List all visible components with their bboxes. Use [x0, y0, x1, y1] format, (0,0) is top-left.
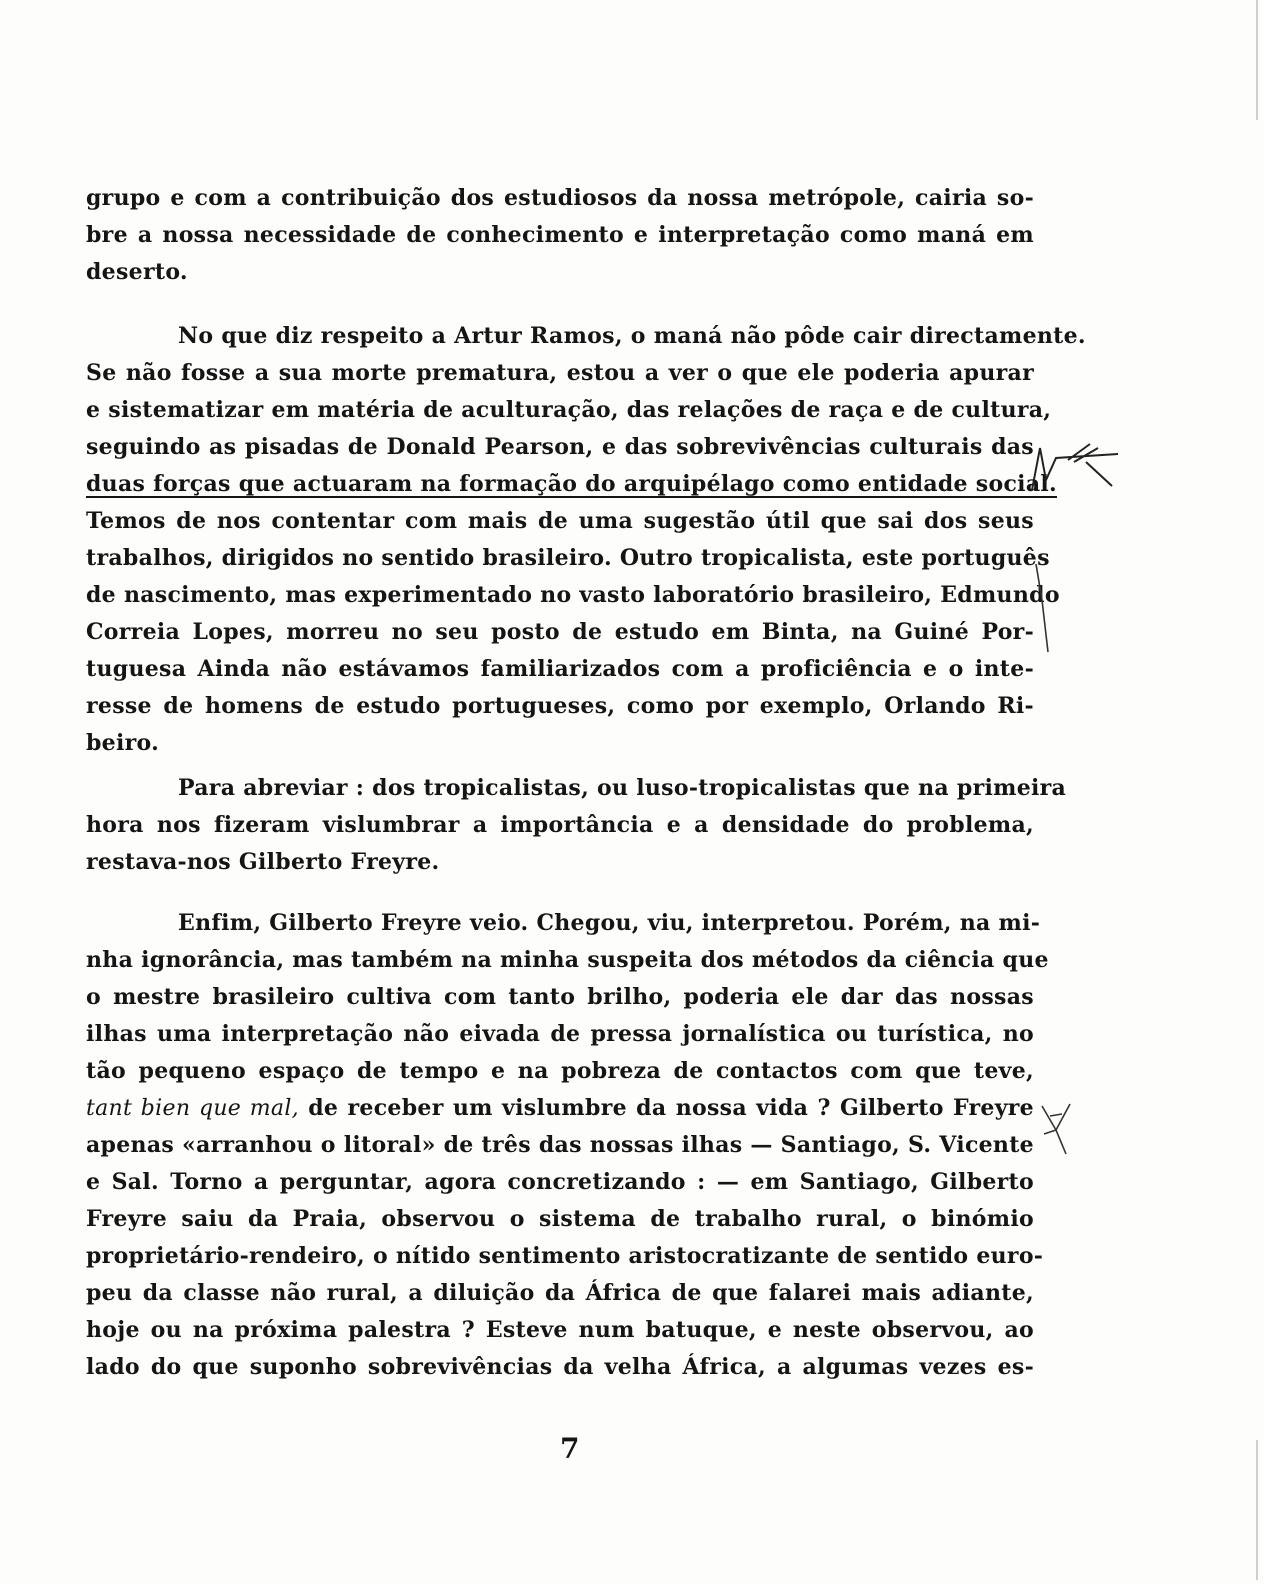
text-line: o mestre brasileiro cultiva com tanto brilho, poderia ele dar das nossas	[86, 984, 1034, 1010]
text-line-underlined: duas forças que actuaram na formação do arquipélago como entidade social.	[86, 471, 1057, 497]
text-line: peu da classe não rural, a diluição da África de que falarei mais adiante,	[86, 1280, 1034, 1306]
text-line: Freyre saiu da Praia, observou o sistema de trabalho rural, o binómio	[86, 1206, 1034, 1232]
handwritten-margin-bracket	[1030, 560, 1060, 660]
text-line: trabalhos, dirigidos no sentido brasileiro. Outro tropicalista, este português	[86, 545, 1050, 571]
paragraph-4	[86, 905, 1049, 1386]
text-line: nha ignorância, mas também na minha suspeita dos métodos da ciência que	[86, 947, 1049, 973]
text-line: No que diz respeito a Artur Ramos, o maná não pôde cair directamente.	[178, 323, 1086, 349]
text-line: bre a nossa necessidade de conhecimento e interpretação como maná em	[86, 222, 1034, 248]
text-line: ilhas uma interpretação não eivada de pressa jornalística ou turística, no	[86, 1021, 1034, 1047]
handwritten-arrow-mark	[1028, 440, 1128, 500]
text-line: seguindo as pisadas de Donald Pearson, e das sobrevivências culturais das	[86, 434, 1034, 460]
text-line: hora nos fizeram vislumbrar a importância e a densidade do problema,	[86, 812, 1034, 838]
text-line: resse de homens de estudo portugueses, como por exemplo, Orlando Ri-	[86, 693, 1034, 719]
text-line: tuguesa Ainda não estávamos familiarizados com a proficiência e o inte-	[86, 656, 1034, 682]
paragraph-3	[86, 770, 1067, 881]
text-line: e sistematizar em matéria de aculturação, das relações de raça e de cultura,	[86, 397, 1052, 423]
text-line: e Sal. Torno a perguntar, agora concretizando : — em Santiago, Gilberto	[86, 1169, 1034, 1195]
text-line: de nascimento, mas experimentado no vasto laboratório brasileiro, Edmundo	[86, 582, 1060, 608]
text-line: hoje ou na próxima palestra ? Esteve num batuque, e neste observou, ao	[86, 1317, 1034, 1343]
text-line: Se não fosse a sua morte prematura, estou a ver o que ele poderia apurar	[86, 360, 1034, 386]
text-line: Enfim, Gilberto Freyre veio. Chegou, viu, interpretou. Porém, na mi-	[178, 910, 1041, 936]
text-line: Correia Lopes, morreu no seu posto de estudo em Binta, na Guiné Por-	[86, 619, 1034, 645]
text-line: tão pequeno espaço de tempo e na pobreza de contactos com que teve,	[86, 1058, 1034, 1084]
text-line: apenas «arranhou o litoral» de três das nossas ilhas — Santiago, S. Vicente	[86, 1132, 1034, 1158]
paragraph-2	[86, 318, 1086, 762]
text-line: grupo e com a contribuição dos estudiosos da nossa metrópole, cairia so-	[86, 185, 1034, 211]
handwritten-check-mark	[1036, 1100, 1076, 1160]
text-line: lado do que suponho sobrevivências da velha África, a algumas vezes es-	[86, 1354, 1034, 1380]
text-line: deserto.	[86, 259, 188, 285]
italic-phrase: tant bien que mal,	[86, 1096, 299, 1121]
paragraph-1	[86, 180, 1034, 291]
page-number: 7	[560, 1432, 580, 1465]
text-line: beiro.	[86, 730, 160, 756]
scan-edge-artifact	[1256, 0, 1258, 120]
text-line: proprietário-rendeiro, o nítido sentimento aristocratizante de sentido euro-	[86, 1243, 1044, 1269]
text-line: Para abreviar : dos tropicalistas, ou luso-tropicalistas que na primeira	[178, 775, 1067, 801]
text-line: restava-nos Gilberto Freyre.	[86, 849, 440, 875]
text-line: tant bien que mal, de receber um vislumbre da nossa vida ? Gilberto Freyre	[86, 1095, 1034, 1121]
scan-edge-artifact	[1256, 1440, 1258, 1580]
text-line: Temos de nos contentar com mais de uma sugestão útil que sai dos seus	[86, 508, 1034, 534]
